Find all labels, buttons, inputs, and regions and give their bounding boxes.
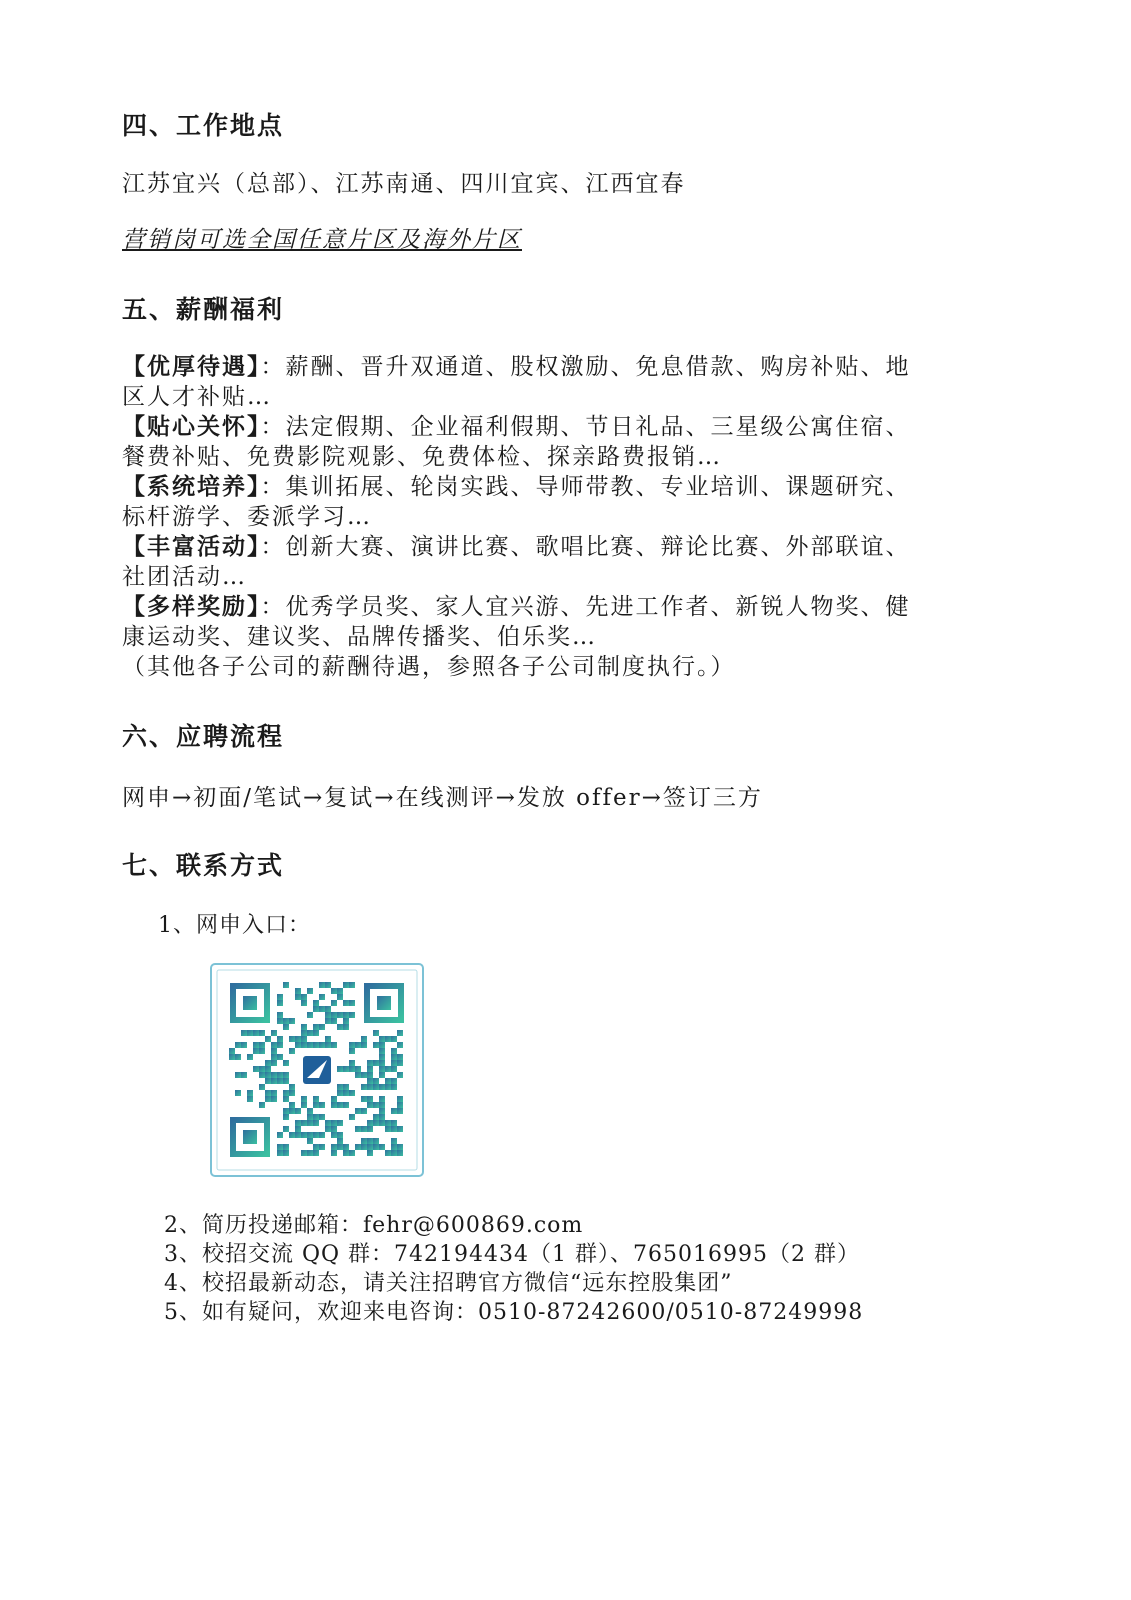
section-heading-application-process: 六、应聘流程 — [122, 722, 285, 751]
benefit-text: ：集训拓展、轮岗实践、导师带教、专业培训、课题研究、 — [260, 474, 911, 500]
benefit-text: ：创新大赛、演讲比赛、歌唱比赛、辩论比赛、外部联谊、 — [260, 534, 911, 560]
benefit-item — [122, 412, 911, 472]
benefit-tag: 【贴心关怀】 — [122, 413, 261, 440]
benefit-tag: 【多样奖励】 — [122, 593, 261, 620]
contact-wechat: 4、校招最新动态，请关注招聘官方微信“远东控股集团” — [164, 1271, 733, 1296]
benefit-text: ：薪酬、晋升双通道、股权激励、免息借款、购房补贴、地 — [260, 354, 911, 380]
benefit-text-cont: 区人才补贴… — [122, 384, 272, 410]
benefit-tag: 【优厚待遇】 — [122, 353, 261, 380]
benefit-tag: 【丰富活动】 — [122, 533, 261, 560]
benefit-item — [122, 592, 911, 652]
benefit-text: ：法定假期、企业福利假期、节日礼品、三星级公寓住宿、 — [260, 414, 911, 440]
contact-phone: 5、如有疑问，欢迎来电咨询：0510-87242600/0510-87249998 — [164, 1300, 864, 1325]
marketing-region-note: 营销岗可选全国任意片区及海外片区 — [122, 227, 522, 253]
benefit-text: ：优秀学员奖、家人宜兴游、先进工作者、新锐人物奖、健 — [260, 594, 911, 620]
benefit-item — [122, 472, 911, 532]
benefit-tag: 【系统培养】 — [122, 473, 261, 500]
benefit-item — [122, 532, 911, 592]
work-locations: 江苏宜兴（总部）、江苏南通、四川宜宾、江西宜春 — [122, 171, 686, 197]
qr-code-icon[interactable] — [207, 960, 427, 1180]
section-heading-work-location: 四、工作地点 — [122, 111, 285, 140]
contact-resume-email: 2、简历投递邮箱：fehr@600869.com — [164, 1213, 584, 1238]
benefit-text-cont: 康运动奖、建议奖、品牌传播奖、伯乐奖… — [122, 624, 597, 650]
benefit-item — [122, 352, 911, 412]
qr-code-graphic — [207, 960, 427, 1180]
section-heading-salary-benefits: 五、薪酬福利 — [122, 295, 285, 324]
benefit-text-cont: 社团活动… — [122, 564, 247, 590]
contact-online-application: 1、网申入口： — [158, 913, 311, 938]
contact-qq-groups: 3、校招交流 QQ 群：742194434（1 群）、765016995（2 群） — [164, 1242, 860, 1267]
subsidiary-note: （其他各子公司的薪酬待遇，参照各子公司制度执行。） — [122, 654, 736, 680]
application-process: 网申→初面/笔试→复试→在线测评→发放 offer→签订三方 — [122, 785, 763, 811]
benefit-text-cont: 标杆游学、委派学习… — [122, 504, 372, 530]
benefit-text-cont: 餐费补贴、免费影院观影、免费体检、探亲路费报销… — [122, 444, 722, 470]
section-heading-contact: 七、联系方式 — [122, 851, 285, 880]
